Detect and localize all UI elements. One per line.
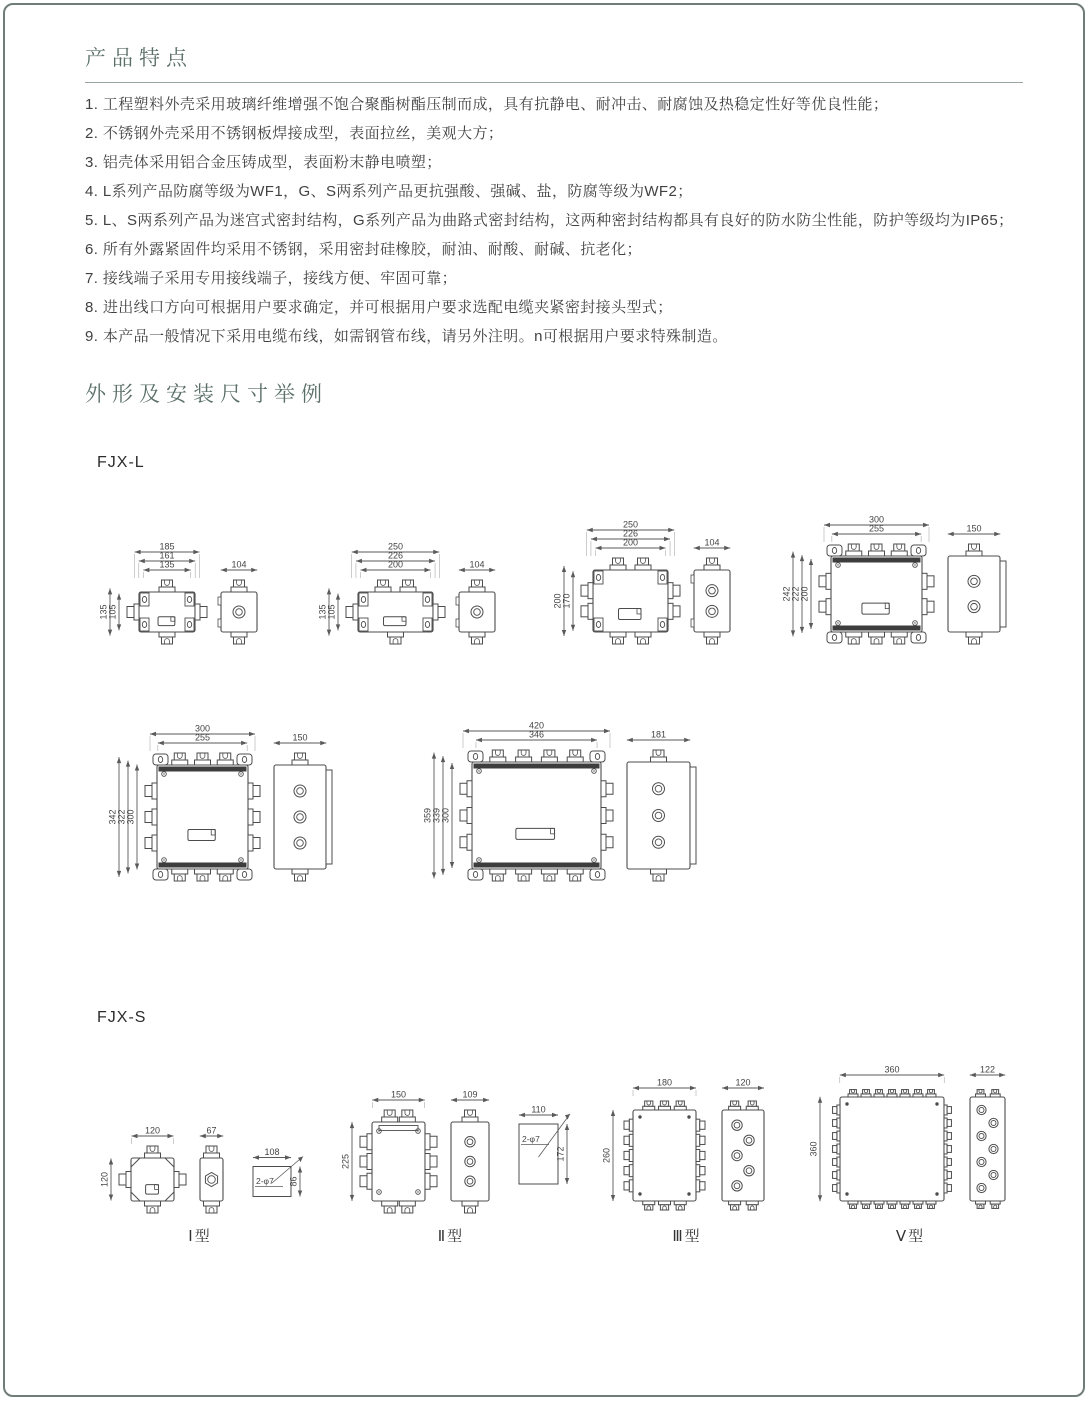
dimension-label: 200: [799, 586, 810, 602]
outline-section-title: 外形及安装尺寸举例: [85, 383, 328, 406]
dimension-label: 200: [552, 593, 563, 609]
dimension-label: 122: [979, 1064, 996, 1075]
dimension-label: 200: [388, 559, 404, 570]
dimension-label: 300: [194, 723, 211, 734]
dimension-label: 226: [388, 550, 404, 561]
technical-drawing-fjx-s-type2: [326, 1039, 576, 1219]
dimension-label: 110: [531, 1104, 546, 1115]
type-label-4: Ⅴ型: [895, 1228, 926, 1245]
dimension-label: 150: [292, 732, 308, 743]
technical-drawing-fjx-l-2: [304, 490, 509, 665]
dimension-label: 226: [622, 528, 638, 539]
feature-item: 8. 进出线口方向可根据用户要求确定，并可根据用户要求选配电缆夹紧密封接头型式；: [85, 299, 673, 316]
dimension-label: 105: [326, 604, 337, 620]
feature-item: 2. 不锈钢外壳采用不锈钢板焊接成型，表面拉丝，美观大方；: [85, 125, 504, 142]
dimension-label: 86: [288, 1176, 299, 1187]
dimension-label: 172: [555, 1146, 566, 1162]
features-section: [85, 42, 1023, 346]
dimension-label: 322: [116, 809, 127, 825]
dimension-label: 260: [601, 1147, 612, 1164]
dimension-label: 300: [440, 807, 451, 824]
feature-item: 4. L系列产品防腐等级为WF1，G、S两系列产品更抗强酸、强碱、盐，防腐等级为WF2；: [85, 183, 693, 200]
dimension-label: 161: [159, 550, 175, 561]
dimension-label: 180: [656, 1077, 673, 1088]
features-section-title: 产品特点: [85, 47, 193, 70]
technical-drawing-fjx-l-1: [85, 490, 275, 665]
dimension-label: 360: [884, 1064, 900, 1075]
technical-drawing-fjx-s-type1: [85, 1039, 315, 1219]
feature-item: 5. L、S两系列产品为迷宫式密封结构，G系列产品为曲路式密封结构，这两种密封结构都具有良好的防水防尘性能，防护等级均为IP65；: [85, 212, 1014, 229]
feature-item: 6. 所有外露紧固件均采用不锈钢，采用密封硅橡胶，耐油、耐酸、耐碱、抗老化；: [85, 241, 642, 258]
dimension-label: 250: [622, 519, 638, 530]
dimension-label: 135: [317, 604, 328, 620]
hole-callout-label: 2-φ7: [522, 1134, 540, 1144]
type-label-3: Ⅲ型: [672, 1228, 702, 1245]
dimension-label: 360: [808, 1141, 819, 1157]
hole-callout-label: 2-φ7: [256, 1175, 274, 1186]
technical-drawing-fjx-l-6: [412, 687, 722, 897]
series-label-fjx-l: FJX-L: [97, 454, 145, 471]
dimension-label: 104: [231, 559, 247, 570]
dimension-label: 120: [735, 1077, 751, 1088]
feature-item: 3. 铝壳体采用铝合金压铸成型，表面粉末静电喷塑；: [85, 154, 442, 171]
dimension-label: 105: [107, 604, 118, 620]
type-label-1: Ⅰ型: [188, 1228, 212, 1245]
dimension-label: 181: [650, 729, 667, 740]
technical-drawing-fjx-s-type3: [587, 1039, 787, 1219]
dimension-label: 150: [390, 1089, 407, 1100]
dimension-label: 109: [462, 1089, 478, 1100]
dimension-label: 170: [561, 593, 572, 609]
dimension-label: 242: [781, 586, 792, 602]
dimension-label: 104: [704, 537, 720, 548]
dimension-label: 342: [107, 809, 118, 825]
outline-dimensions-section: [85, 378, 1023, 1246]
type-label-2: Ⅱ型: [437, 1228, 465, 1245]
dimension-label: 222: [790, 586, 801, 602]
dimension-label: 255: [194, 732, 211, 743]
dimension-label: 359: [422, 807, 433, 824]
dimension-label: 108: [264, 1147, 280, 1157]
dimension-label: 200: [622, 537, 638, 548]
dimension-label: 346: [528, 729, 545, 740]
fjx-l-drawings-row-2: [97, 687, 1023, 897]
dimension-label: 225: [340, 1153, 351, 1170]
feature-item: 1. 工程塑料外壳采用玻璃纤维增强不饱合聚酯树酯压制而成，具有抗静电、耐冲击、耐腐蚀及热稳定性好等优良性能；: [85, 96, 889, 113]
technical-drawing-fjx-l-3: [539, 490, 744, 665]
technical-drawing-fjx-l-5: [97, 687, 352, 897]
series-label-fjx-s: FJX-S: [97, 1009, 147, 1026]
page-content: [85, 0, 1023, 1246]
dimension-label: 120: [99, 1171, 110, 1188]
technical-drawing-fjx-l-4: [773, 490, 1023, 665]
features-list: [85, 96, 1023, 346]
feature-item: 9. 本产品一般情况下采用电缆布线，如需钢管布线，请另外注明。n可根据用户要求特殊制造。: [85, 328, 728, 345]
feature-item: 7. 接线端子采用专用接线端子，接线方便、牢固可靠；: [85, 270, 458, 287]
technical-drawing-fjx-s-type4: [798, 1039, 1023, 1219]
fjx-s-drawings-row: [85, 1039, 1023, 1246]
dimension-label: 67: [206, 1125, 217, 1136]
dimension-label: 250: [388, 541, 404, 552]
dimension-label: 120: [144, 1125, 161, 1136]
dimension-label: 300: [868, 514, 884, 525]
drawing-group-type-1: [85, 1039, 315, 1246]
dimension-label: 255: [868, 523, 884, 534]
dimension-label: 135: [159, 559, 175, 570]
dimension-label: 339: [431, 807, 442, 824]
dimension-label: 300: [125, 809, 136, 825]
drawing-group-type-2: [326, 1039, 576, 1246]
dimension-label: 135: [98, 604, 109, 620]
dimension-label: 150: [966, 523, 982, 534]
drawing-group-type-4: [798, 1039, 1023, 1246]
dimension-label: 420: [528, 720, 545, 731]
section-divider: [85, 82, 1023, 83]
dimension-label: 104: [469, 559, 485, 570]
dimension-label: 185: [159, 541, 175, 552]
drawing-group-type-3: [587, 1039, 787, 1246]
fjx-l-drawings-row-1: [85, 490, 1023, 665]
